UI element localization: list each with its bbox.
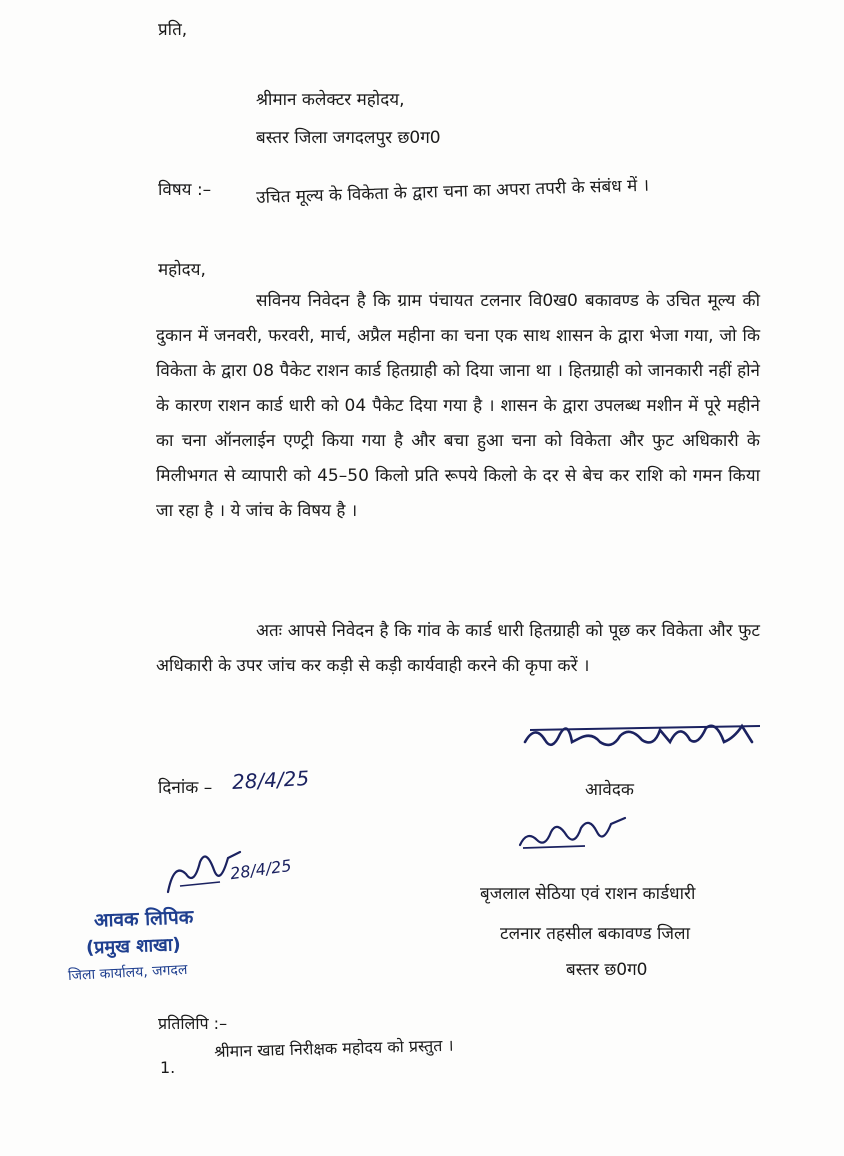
body-paragraph-1: सविनय निवेदन है कि ग्राम पंचायत टलनार वि0ख0 बकावण्ड के उचित मूल्य की दुकान में जनवरी, फरवरी, मार्च, अप्रैल महीना का चना एक साथ शासन के द्वारा भेजा गया, जो कि विकेता के द्वारा 08 पैकेट राशन कार्ड हितग्राही को दिया जाना था । हितग्राही को जानकारी नहीं होने के कारण राशन कार्ड धारी को 04 पैकेट दिया गया है । शासन के द्वारा उपलब्ध मशीन में पूरे महीने का चना ऑनलाईन एण्ट्री किया गया है और बचा हुआ चना को विकेता और फुट अधिकारी के मिलीभगत से व्यापारी को 45–50 किलो प्रति रूपये किलो के दर से बेच कर राशि को गमन किया जा रहा है । ये जांच के विषय है । <box>156 291 760 521</box>
subject-text: उचित मूल्य के विकेता के द्वारा चना का अपरा तपरी के संबंध में । <box>255 175 650 208</box>
applicant-name-line3: बस्तर छ0ग0 <box>566 960 648 980</box>
stamp-line3: जिला कार्यालय, जगदल <box>67 961 188 985</box>
applicant-second-signature <box>515 810 635 860</box>
greeting: महोदय, <box>158 260 206 280</box>
date-label: दिनांक – <box>158 778 213 798</box>
copy-label: प्रतिलिपि :– <box>158 1014 228 1033</box>
subject-label: विषय :– <box>158 180 212 200</box>
stamp-handwritten-date: 28/4/25 <box>228 855 293 884</box>
stamp-line1: आवक लिपिक <box>93 906 194 932</box>
recipient-line2: बस्तर जिला जगदलपुर छ0ग0 <box>256 128 441 148</box>
stamp-line2: (प्रमुख शाखा) <box>85 934 182 959</box>
applicant-signature <box>520 712 770 762</box>
date-value: 28/4/25 <box>231 765 310 795</box>
copy-item-text: श्रीमान खाद्य निरीक्षक महोदय को प्रस्तुत । <box>213 1035 454 1061</box>
body-paragraph-2: अतः आपसे निवेदन है कि गांव के कार्ड धारी हितग्राही को पूछ कर विकेता और फुट अधिकारी के उपर जांच कर कड़ी से कड़ी कार्यवाही करने की कृपा करें । <box>156 621 760 676</box>
applicant-name-line2: टलनार तहसील बकावण्ड जिला <box>500 924 690 944</box>
recipient-line1: श्रीमान कलेक्टर महोदय, <box>256 90 405 110</box>
salutation-to: प्रति, <box>158 20 188 40</box>
applicant-name-line1: बृजलाल सेठिया एवं राशन कार्डधारी <box>480 884 696 904</box>
copy-item-number: 1. <box>160 1058 176 1077</box>
applicant-label: आवेदक <box>585 780 634 800</box>
